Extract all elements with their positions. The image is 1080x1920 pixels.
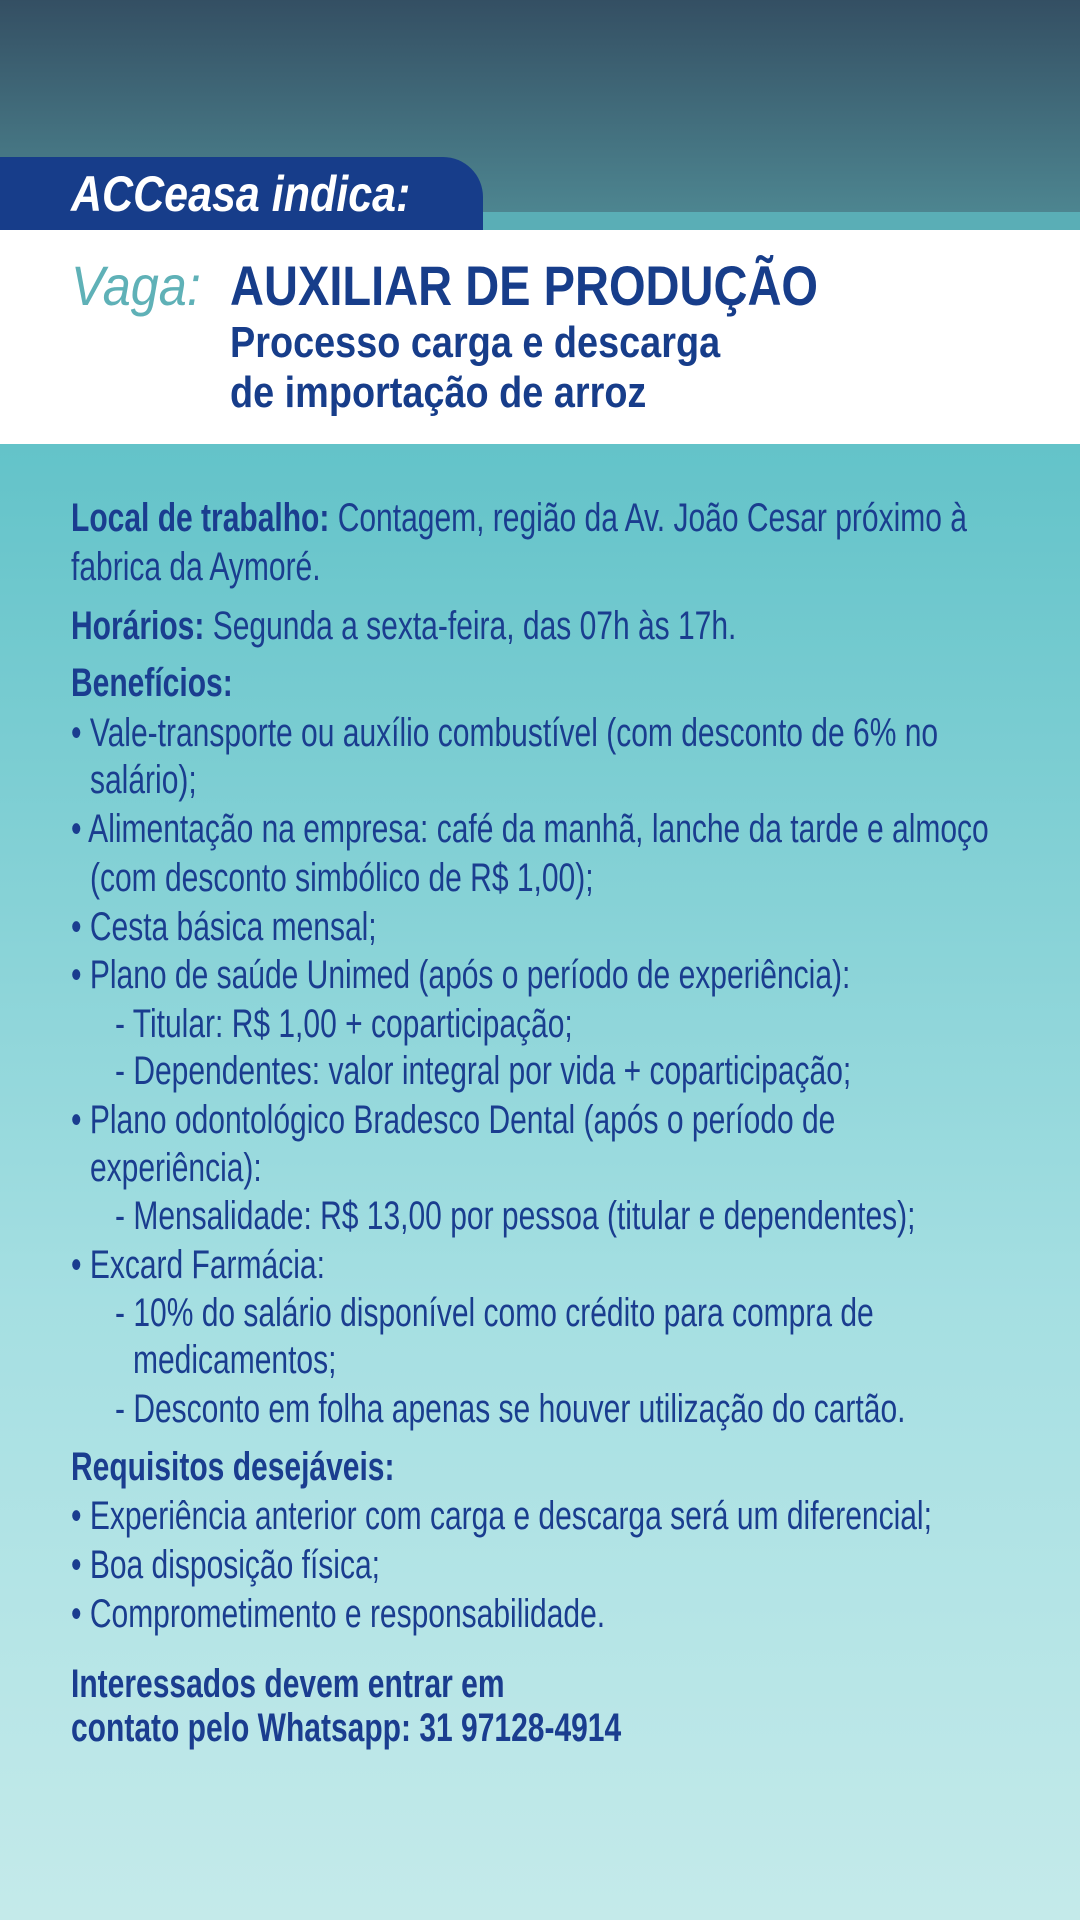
beneficio-subitem: - Desconto em folha apenas se houver utilização do cartão.	[115, 1387, 906, 1431]
requisitos-title: Requisitos desejáveis:	[71, 1445, 395, 1489]
beneficio-item: • Excard Farmácia:	[71, 1243, 325, 1287]
beneficio-item: • Plano odontológico Bradesco Dental (após o período de	[71, 1098, 836, 1142]
horarios-label: Horários:	[71, 604, 205, 648]
horarios-value: Segunda a sexta-feira, das 07h às 17h.	[204, 604, 737, 648]
job-title: AUXILIAR DE PRODUÇÃO	[230, 254, 819, 317]
beneficio-item: • Plano de saúde Unimed (após o período de experiência):	[71, 953, 851, 997]
beneficio-item-cont: experiência):	[90, 1146, 262, 1190]
beneficio-subitem: - 10% do salário disponível como crédito para compra de	[115, 1291, 874, 1335]
vaga-label: Vaga:	[71, 254, 201, 317]
local-line-2: fabrica da Aymoré.	[71, 545, 321, 589]
contato-line-1: Interessados devem entrar em	[71, 1662, 505, 1706]
beneficios-title: Benefícios:	[71, 661, 233, 705]
beneficio-item: • Cesta básica mensal;	[71, 905, 377, 949]
local-line-1	[71, 494, 967, 542]
beneficio-subitem: - Dependentes: valor integral por vida + coparticipação;	[115, 1049, 852, 1093]
job-subtitle-line-1: Processo carga e descarga	[230, 318, 721, 367]
beneficio-subitem-cont: medicamentos;	[133, 1338, 337, 1382]
requisito-item: • Experiência anterior com carga e descarga será um diferencial;	[71, 1494, 932, 1538]
requisito-item: • Boa disposição física;	[71, 1543, 380, 1587]
local-value: Contagem, região da Av. João Cesar próximo à	[329, 496, 967, 540]
brand-tab-label: ACCeasa indica:	[71, 166, 411, 222]
beneficio-subitem: - Titular: R$ 1,00 + coparticipação;	[115, 1002, 573, 1046]
job-subtitle-line-2: de importação de arroz	[230, 368, 647, 417]
local-label: Local de trabalho:	[71, 496, 330, 540]
beneficio-item: • Alimentação na empresa: café da manhã, lanche da tarde e almoço	[71, 807, 989, 851]
beneficio-subitem: - Mensalidade: R$ 13,00 por pessoa (titular e dependentes);	[115, 1194, 916, 1238]
beneficio-item-cont: salário);	[90, 758, 197, 802]
horarios-line	[71, 602, 736, 650]
requisito-item: • Comprometimento e responsabilidade.	[71, 1592, 606, 1636]
beneficio-item: • Vale-transporte ou auxílio combustível (com desconto de 6% no	[71, 711, 939, 755]
beneficio-item-cont: (com desconto simbólico de R$ 1,00);	[90, 856, 594, 900]
contato-line-2: contato pelo Whatsapp: 31 97128-4914	[71, 1706, 622, 1750]
